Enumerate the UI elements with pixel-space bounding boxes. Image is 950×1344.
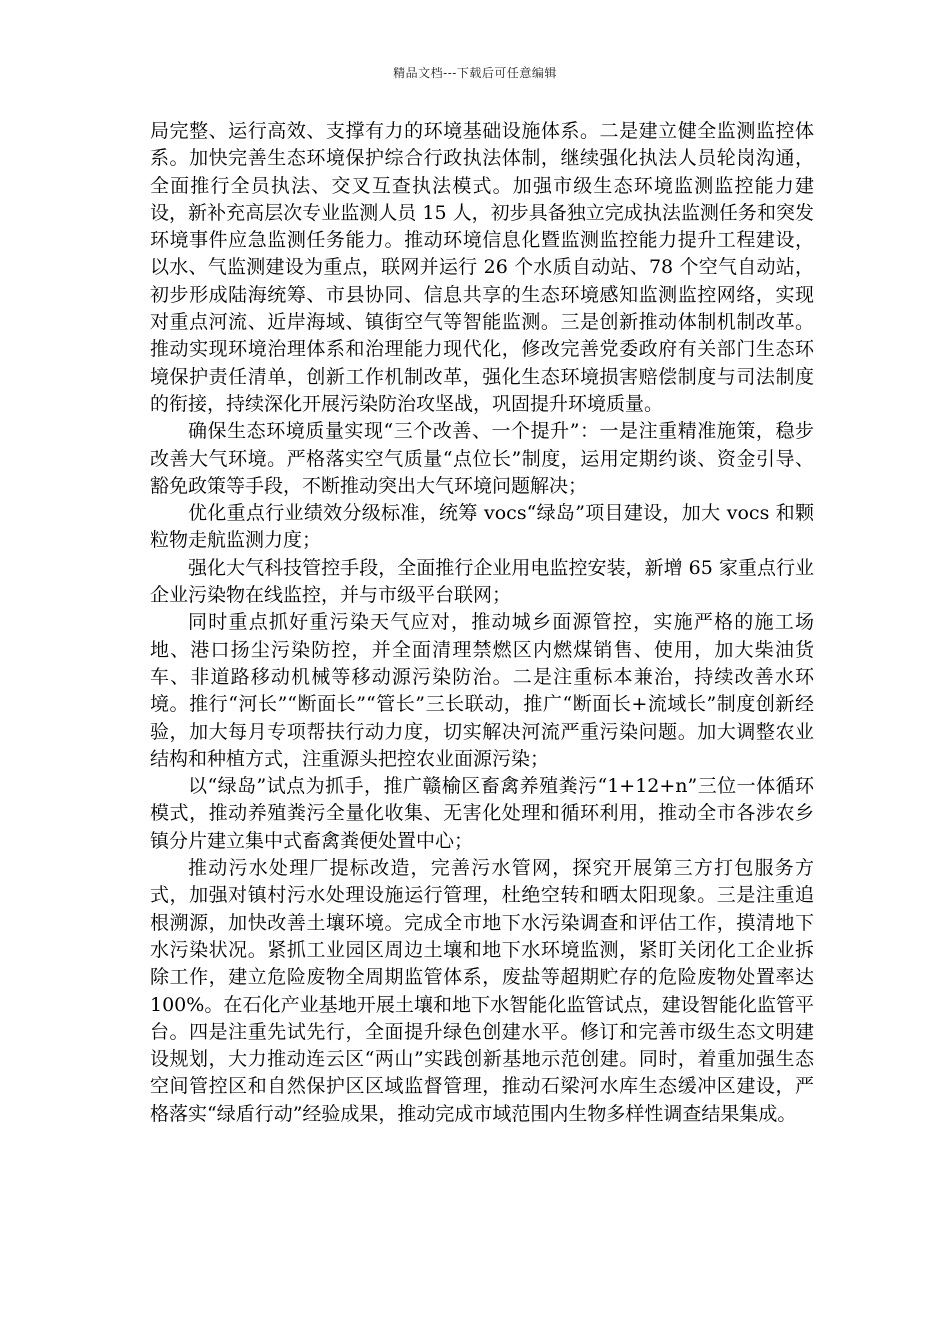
paragraph: 强化大气科技管控手段，全面推行企业用电监控安装，新增 65 家重点行业企业污染物在线监控，并与市级平台联网； xyxy=(150,556,814,607)
document-body xyxy=(150,118,814,1128)
page-header: 精品文档---下载后可任意编辑 xyxy=(393,66,557,80)
paragraph: 同时重点抓好重污染天气应对，推动城乡面源管控，实施严格的施工场地、港口扬尘污染防控，并全面清理禁燃区内燃煤销售、使用，加大柴油货车、非道路移动机械等移动源污染防治。二是注重标本兼治，持续改善水环境。推行“河长”“断面长”“管长”三长联动，推广“断面长+流域长”制度创新经验，加大每月专项帮扶行动力度，切实解决河流严重污染问题。加大调整农业结构和种植方式，注重源头把控农业面源污染； xyxy=(150,611,814,770)
paragraph: 推动污水处理厂提标改造，完善污水管网，探究开展第三方打包服务方式，加强对镇村污水处理设施运行管理，杜绝空转和晒太阳现象。三是注重追根溯源，加快改善土壤环境。完成全市地下水污染调查和评估工作，摸清地下水污染状况。紧抓工业园区周边土壤和地下水环境监测，紧盯关闭化工企业拆除工作，建立危险废物全周期监管体系，废盐等超期贮存的危险废物处置率达 100%。在石化产业基地开展土壤和地下水智能化监管试点，建设智能化监管平台。四是注重先试先行，全面提升绿色创建水平。修订和完善市级生态文明建设规划，大力推动连云区“两山”实践创新基地示范创建。同时，着重加强生态空间管控区和自然保护区区域监督管理，推动石梁河水库生态缓冲区建设，严格落实“绿盾行动”经验成果，推动完成市域范围内生物多样性调查结果集成。 xyxy=(150,857,814,1125)
paragraph: 局完整、运行高效、支撑有力的环境基础设施体系。二是建立健全监测监控体系。加快完善生态环境保护综合行政执法体制，继续强化执法人员轮岗沟通，全面推行全员执法、交叉互查执法模式。加强市级生态环境监测监控能力建设，新补充高层次专业监测人员 15 人，初步具备独立完成执法监测任务和突发环境事件应急监测任务能力。推动环境信息化暨监测监控能力提升工程建设，以水、气监测建设为重点，联网并运行 26 个水质自动站、78 个空气自动站，初步形成陆海统筹、市县协同、信息共享的生态环境感知监测监控网络，实现对重点河流、近岸海域、镇街空气等智能监测。三是创新推动体制机制改革。推动实现环境治理体系和治理能力现代化，修改完善党委政府有关部门生态环境保护责任清单，创新工作机制改革，强化生态环境损害赔偿制度与司法制度的衔接，持续深化开展污染防治攻坚战，巩固提升环境质量。 xyxy=(150,120,814,415)
paragraph: 优化重点行业绩效分级标准，统筹 vocs“绿岛”项目建设，加大 vocs 和颗粒物走航监测力度； xyxy=(150,502,814,552)
paragraph: 确保生态环境质量实现“三个改善、一个提升”：一是注重精准施策，稳步改善大气环境。严格落实空气质量“点位长”制度，运用定期约谈、资金引导、豁免政策等手段，不断推动突出大气环境问题解决； xyxy=(150,420,814,497)
paragraph: 以“绿岛”试点为抓手，推广赣榆区畜禽养殖粪污“1+12+n”三位一体循环模式，推动养殖粪污全量化收集、无害化处理和循环利用，推动全市各涉农乡镇分片建立集中式畜禽粪便处置中心； xyxy=(150,775,814,852)
